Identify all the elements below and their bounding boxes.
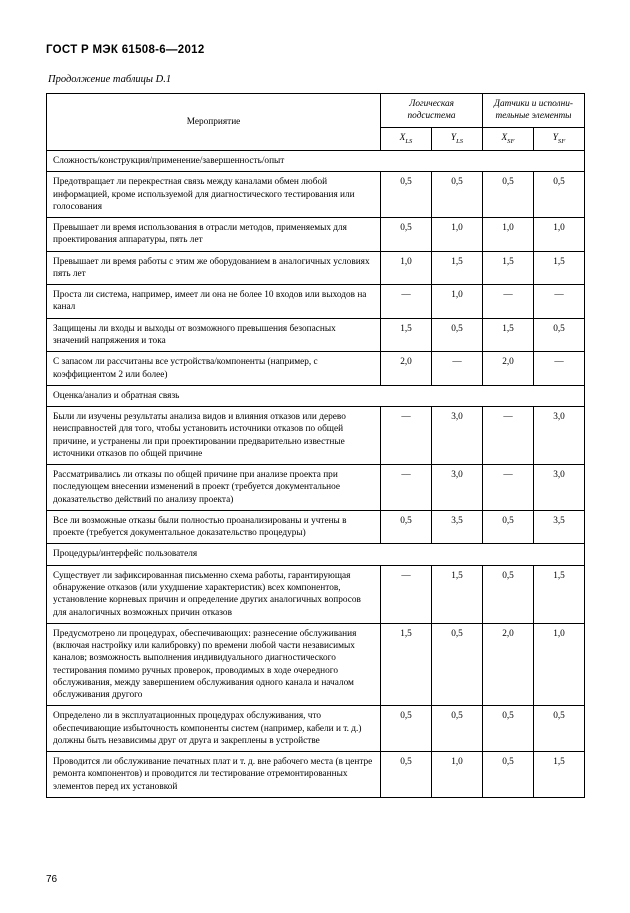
row-value-xsf: 0,5 [483,706,534,752]
row-measure: Превышает ли время использования в отрасли методов, применяемых для проектирования аппаратуры, пять лет [47,218,381,252]
row-value-xls: 0,5 [381,510,432,544]
row-value-ysf: 1,5 [534,251,585,285]
row-value-yls: 1,0 [432,218,483,252]
row-value-ysf: 1,0 [534,218,585,252]
column-header-ysf: $Y_{SF}$ [534,127,585,151]
page-number: 76 [46,874,58,885]
table-row [47,285,585,319]
row-value-ysf: 0,5 [534,172,585,218]
row-value-ysf: 3,0 [534,407,585,465]
table-header [47,94,585,151]
row-measure: Были ли изучены результаты анализа видов и влияния отказов или дерево неисправностей для того, чтобы установить источники отказов по общей причине, и устранены ли при проектировании предварительно известные источники отказов по общей причине [47,407,381,465]
row-value-xsf: 0,5 [483,565,534,623]
row-value-yls: 1,0 [432,285,483,319]
row-value-ysf: 3,0 [534,465,585,511]
row-value-yls: 3,0 [432,465,483,511]
table-section-row [47,544,585,565]
table-row [47,565,585,623]
column-header-xsf: $X_{SF}$ [483,127,534,151]
row-value-yls: 3,0 [432,407,483,465]
row-value-yls: 0,5 [432,318,483,352]
requirements-table [46,93,585,798]
table-section-row [47,385,585,406]
row-measure: Проводится ли обслуживание печатных плат и т. д. вне рабочего места (в центре ремонта компонентов) и проводится ли тестирование отремонтированных элементов перед их установкой [47,752,381,798]
row-value-xls: 1,0 [381,251,432,285]
row-value-xls: 1,5 [381,623,432,706]
row-measure: Защищены ли входы и выходы от возможного превышения безопасных значений напряжения и тока [47,318,381,352]
column-header-yls: $Y_{LS}$ [432,127,483,151]
row-value-xls: — [381,285,432,319]
group-logic-line1: Логическая [409,99,454,109]
row-value-xsf: — [483,465,534,511]
column-header-group-sensors [483,94,585,128]
row-value-xsf: 1,5 [483,251,534,285]
row-value-ysf: 0,5 [534,318,585,352]
row-value-ysf: 3,5 [534,510,585,544]
row-value-xsf: 1,0 [483,218,534,252]
row-measure: Предотвращает ли перекрестная связь между каналами обмен любой информацией, кроме используемой для диагностического тестирования или голосования [47,172,381,218]
column-header-group-logic [381,94,483,128]
group-sensors-line1: Датчики и исполни- [494,99,573,109]
row-measure: Проста ли система, например, имеет ли она не более 10 входов или выходов на канал [47,285,381,319]
table-row [47,706,585,752]
table-row [47,407,585,465]
page-header: ГОСТ Р МЭК 61508-6—2012 [46,44,205,56]
row-value-xls: 2,0 [381,352,432,386]
row-value-yls: 1,5 [432,565,483,623]
table-row [47,510,585,544]
row-measure: Все ли возможные отказы были полностью проанализированы и учтены в проекте (требуется документальное доказательство процедуры) [47,510,381,544]
row-measure: Определено ли в эксплуатационных процедурах обслуживания, что обеспечивающие избыточность компоненты систем (например, кабели и т. д.) должны быть независимы друг от друга и закреплены в устройстве [47,706,381,752]
row-value-ysf: — [534,285,585,319]
row-value-xsf: 0,5 [483,752,534,798]
row-value-ysf: 0,5 [534,706,585,752]
row-value-xsf: 1,5 [483,318,534,352]
table-row [47,465,585,511]
row-value-ysf: 1,5 [534,565,585,623]
group-sensors-line2: тельные элементы [495,111,572,122]
table-row [47,218,585,252]
row-value-yls: — [432,352,483,386]
row-value-xsf: 2,0 [483,352,534,386]
row-value-xsf: 0,5 [483,510,534,544]
row-value-xls: 0,5 [381,706,432,752]
row-value-yls: 1,5 [432,251,483,285]
row-value-xls: 0,5 [381,172,432,218]
row-value-xls: 0,5 [381,218,432,252]
table-row [47,752,585,798]
row-value-yls: 0,5 [432,172,483,218]
row-value-ysf: 1,0 [534,623,585,706]
row-value-xsf: 2,0 [483,623,534,706]
row-measure: Превышает ли время работы с этим же оборудованием в аналогичных условиях пять лет [47,251,381,285]
row-value-xls: — [381,407,432,465]
row-value-yls: 0,5 [432,706,483,752]
row-value-xls: 0,5 [381,752,432,798]
group-logic-line2: подсистема [407,111,456,122]
table-row [47,251,585,285]
row-value-ysf: — [534,352,585,386]
table-row [47,623,585,706]
section-title: Оценка/анализ и обратная связь [47,385,585,406]
table-continuation-label: Продолжение таблицы D.1 [48,74,172,85]
row-value-xls: 1,5 [381,318,432,352]
section-title: Процедуры/интерфейс пользователя [47,544,585,565]
section-title: Сложность/конструкция/применение/завершенность/опыт [47,151,585,172]
row-value-xsf: — [483,407,534,465]
row-measure: Существует ли зафиксированная письменно схема работы, гарантирующая обнаружение отказов (или ухудшение характеристик) всех компонентов, установление корневых причин и определение других аналогичных вопросов для аналогичных возможных причин отказов [47,565,381,623]
table-body [47,151,585,798]
row-measure: Предусмотрено ли процедурах, обеспечивающих: разнесение обслуживания (включая настройку или калибровку) по времени любой части независимых каналов; возможность выполнения индивидуального диагностического тестирования помимо ручных проверок, проводимых в ходе очередного обслуживания, между завершением обслуживания одного канала и началом обслуживания другого [47,623,381,706]
row-measure: С запасом ли рассчитаны все устройства/компоненты (например, с коэффициентом 2 или более) [47,352,381,386]
table-section-row [47,151,585,172]
column-header-xls: $X_{LS}$ [381,127,432,151]
table-row [47,172,585,218]
row-value-yls: 3,5 [432,510,483,544]
table-row [47,352,585,386]
row-value-yls: 1,0 [432,752,483,798]
row-value-ysf: 1,5 [534,752,585,798]
row-value-xls: — [381,565,432,623]
table-row [47,318,585,352]
row-value-xsf: — [483,285,534,319]
row-value-xsf: 0,5 [483,172,534,218]
column-header-measure: Мероприятие [47,94,381,151]
row-measure: Рассматривались ли отказы по общей причине при анализе проекта при последующем внесении изменений в проект (требуется документальное доказательство действий по анализу проекта) [47,465,381,511]
row-value-xls: — [381,465,432,511]
row-value-yls: 0,5 [432,623,483,706]
